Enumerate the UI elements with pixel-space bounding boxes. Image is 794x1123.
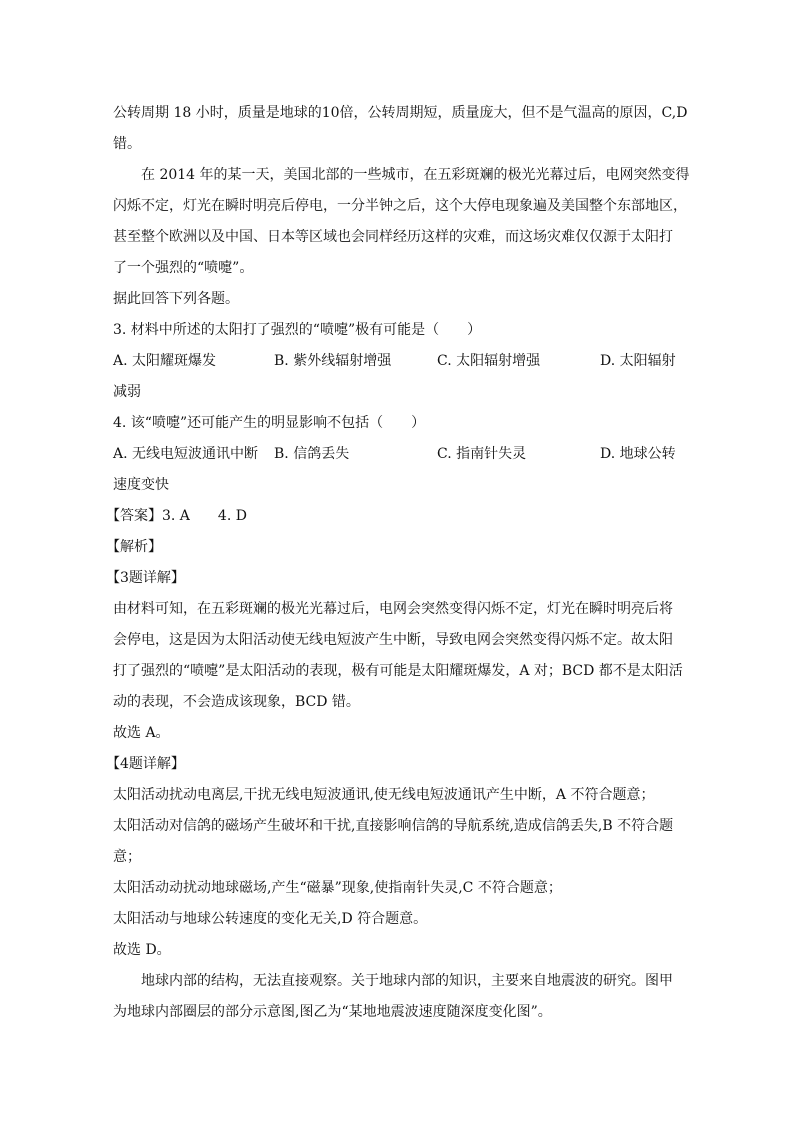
next-material-line: 地球内部的结构，无法直接观察。关于地球内部的知识，主要来自地震波的研究。图甲 xyxy=(141,973,673,989)
q4-conclusion: 故选 D。 xyxy=(113,942,171,958)
question-3-options xyxy=(113,346,683,377)
text-line: 公转周期 18 小时，质量是地球的10倍，公转周期短，质量庞大，但不是气温高的原因，C,D xyxy=(113,105,688,121)
q3-option-c: C. 太阳辐射增强 xyxy=(437,353,541,369)
q4-detail-line: 太阳活动扰动电离层,干扰无线电短波通讯,使无线电短波通讯产生中断，A 不符合题意； xyxy=(113,787,655,803)
material-paragraph-line: 甚至整个欧洲以及中国、日本等区域也会同样经历这样的灾难，而这场灾难仅仅源于太阳打 xyxy=(113,229,673,245)
material-paragraph-line: 闪烁不定，灯光在瞬时明亮后停电，一分半钟之后，这个大停电现象遍及美国整个东部地区， xyxy=(113,198,687,214)
next-material-line: 为地球内部圈层的部分示意图,图乙为“某地地震波速度随深度变化图”。 xyxy=(113,1004,552,1020)
analysis-heading: 【解析】 xyxy=(106,539,162,555)
q4-option-a: A. 无线电短波通讯中断 xyxy=(113,446,259,462)
question-4-stem: 4. 该“喷嚏”还可能产生的明显影响不包括（ ） xyxy=(113,415,426,431)
q4-detail-heading: 【4题详解】 xyxy=(106,756,185,772)
q3-detail-line: 打了强烈的“喷嚏”是太阳活动的表现，极有可能是太阳耀斑爆发，A 对；BCD 都不是太阳活 xyxy=(113,663,683,679)
q4-option-b: B. 信鸽丢失 xyxy=(274,446,350,462)
question-4-options xyxy=(113,439,683,470)
q4-option-d-wrap: 速度变快 xyxy=(113,477,169,493)
q4-detail-line: 太阳活动与地球公转速度的变化无关,D 符合题意。 xyxy=(113,911,428,927)
q4-detail-line: 太阳活动对信鸽的磁场产生破坏和干扰,直接影响信鸽的导航系统,造成信鸽丢失,B 不符合题 xyxy=(113,818,674,834)
q4-option-d: D. 地球公转 xyxy=(600,446,676,462)
q3-option-d: D. 太阳辐射 xyxy=(600,353,676,369)
q3-option-d-wrap: 减弱 xyxy=(113,384,141,400)
q4-option-c: C. 指南针失灵 xyxy=(437,446,527,462)
instruction-line: 据此回答下列各题。 xyxy=(113,291,239,307)
q3-detail-line: 由材料可知，在五彩斑斓的极光光幕过后，电网会突然变得闪烁不定，灯光在瞬时明亮后将 xyxy=(113,601,673,617)
material-paragraph-line: 了一个强烈的“喷嚏”。 xyxy=(113,260,254,276)
q3-conclusion: 故选 A。 xyxy=(113,725,170,741)
text-line: 错。 xyxy=(113,136,141,152)
question-3-stem: 3. 材料中所述的太阳打了强烈的“喷嚏”极有可能是（ ） xyxy=(113,322,482,338)
q3-detail-line: 动的表现，不会造成该现象，BCD 错。 xyxy=(113,694,360,710)
material-paragraph-line: 在 2014 年的某一天，美国北部的一些城市，在五彩斑斓的极光光幕过后，电网突然变得 xyxy=(141,167,690,183)
q3-option-a: A. 太阳耀斑爆发 xyxy=(113,353,217,369)
q4-detail-line: 意； xyxy=(113,849,141,865)
q3-detail-line: 会停电，这是因为太阳活动使无线电短波产生中断，导致电网会突然变得闪烁不定。故太阳 xyxy=(113,632,673,648)
q3-detail-heading: 【3题详解】 xyxy=(106,570,185,586)
q4-detail-line: 太阳活动动扰动地球磁场,产生“磁暴”现象,使指南针失灵,C 不符合题意； xyxy=(113,880,562,896)
document-body xyxy=(106,98,690,1028)
answer-line: 【答案】3. A 4. D xyxy=(106,508,247,524)
q3-option-b: B. 紫外线辐射增强 xyxy=(274,353,392,369)
